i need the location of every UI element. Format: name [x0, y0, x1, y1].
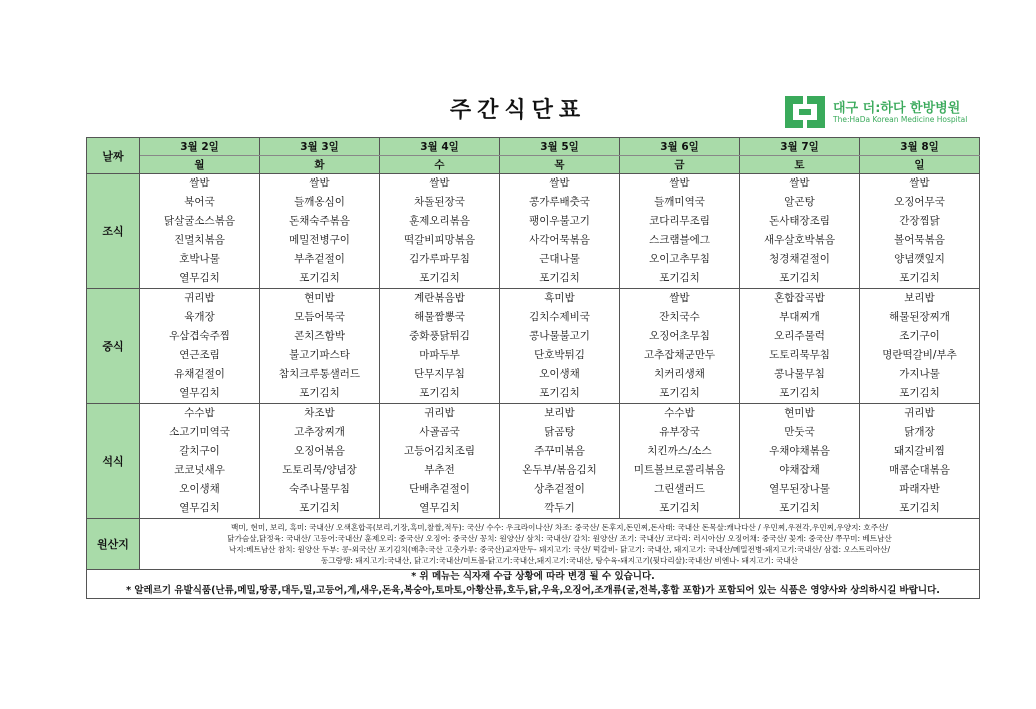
menu-item: 오징어볶음: [294, 445, 345, 457]
menu-item: 유채겉절이: [174, 368, 225, 380]
date-header: 3월 6일: [620, 138, 740, 156]
menu-item: 사각어묵볶음: [529, 234, 590, 246]
menu-item: 볼어묵볶음: [894, 234, 945, 246]
menu-item: 오이생채: [539, 368, 580, 380]
menu-item: 조기구이: [899, 330, 940, 342]
menu-item: 열무김치: [179, 502, 220, 514]
menu-item: 야채잡채: [779, 464, 820, 476]
menu-item: 가지나물: [899, 368, 940, 380]
origin-line: 낙지:베트남산 참치: 원양산 두부: 콩-외국산/ 포기김치(배추:국산 고춧가루: 중국산)교자만두- 돼지고기: 국산/ 떡갈비- 닭고기: 국내산, 돼지고기: 국내산/메밀전병-돼지고기:국내산/ 삼겹: 오스트리아산/: [228, 545, 891, 554]
date-header: 3월 5일: [500, 138, 620, 156]
menu-item: 현미밥: [784, 407, 815, 419]
menu-item: 훈제오리볶음: [409, 215, 470, 227]
date-header: 3월 3일: [260, 138, 380, 156]
menu-item: 육개장: [184, 311, 215, 323]
menu-item: 마파두부: [419, 349, 460, 361]
menu-item: 오징어초무침: [649, 330, 710, 342]
menu-item: 김치수제비국: [529, 311, 590, 323]
menu-item: 포기김치: [299, 387, 340, 399]
menu-item: 귀리밥: [424, 407, 455, 419]
menu-item: 메밀전병구이: [289, 234, 350, 246]
meal-cell: [740, 404, 860, 519]
menu-item: 청경채겉절이: [769, 253, 830, 265]
origin-line: 닭가슴살,닭정육: 국내산/ 고등어:국내산/ 훈제오리: 중국산/ 오징어: 중국산/ 꽁치: 원양산/ 삼치: 국내산/ 갈치: 원양산/ 조기: 국내산/ 코다리: 러시아산/ 오징어채: 중국산/ 꽃게: 중국산/ 쭈꾸미: 베트남산: [227, 534, 892, 543]
menu-item: 보리밥: [544, 407, 575, 419]
meal-cell: [140, 404, 260, 519]
menu-item: 쌀밥: [549, 177, 570, 189]
menu-item: 김가루파무침: [409, 253, 470, 265]
menu-item: 오징어무국: [894, 196, 945, 208]
meal-row: [87, 174, 980, 289]
meal-cell: [500, 404, 620, 519]
menu-item: 닭개장: [904, 426, 935, 438]
menu-item: 포기김치: [779, 502, 820, 514]
menu-item: 포기김치: [419, 272, 460, 284]
menu-item: 열무김치: [179, 272, 220, 284]
menu-item: 단무지무침: [414, 368, 465, 380]
menu-item: 수수밥: [664, 407, 695, 419]
date-header: 3월 4일: [380, 138, 500, 156]
meal-cell: [620, 174, 740, 289]
meal-cell: [260, 289, 380, 404]
weekday-header: 월: [140, 156, 260, 174]
menu-item: 소고기미역국: [169, 426, 230, 438]
date-corner-label: 날짜: [87, 138, 140, 174]
menu-item: 포기김치: [299, 502, 340, 514]
menu-item: 계란볶음밥: [414, 292, 465, 304]
weekday-header: 화: [260, 156, 380, 174]
menu-item: 호박나물: [179, 253, 220, 265]
menu-item: 포기김치: [419, 387, 460, 399]
menu-item: 우삼겹숙주찜: [169, 330, 230, 342]
menu-item: 부대찌개: [779, 311, 820, 323]
page-title: 주간식단표: [449, 98, 587, 123]
meal-cell: [860, 404, 980, 519]
menu-item: 포기김치: [899, 272, 940, 284]
menu-item: 돼지갈비찜: [894, 445, 945, 457]
menu-item: 보리밥: [904, 292, 935, 304]
notes-cell: [87, 570, 980, 599]
meal-row: [87, 404, 980, 519]
meal-cell: [860, 289, 980, 404]
menu-item: 중화풍닭튀김: [409, 330, 470, 342]
menu-item: 포기김치: [539, 387, 580, 399]
menu-item: 떡갈비피망볶음: [403, 234, 475, 246]
menu-item: 포기김치: [539, 272, 580, 284]
meal-cell: [380, 404, 500, 519]
menu-item: 새우살호박볶음: [763, 234, 835, 246]
menu-item: 파래자반: [899, 483, 940, 495]
menu-item: 포기김치: [899, 502, 940, 514]
weekly-menu-table: [86, 137, 980, 599]
meal-label: 중식: [87, 289, 140, 404]
menu-item: 포기김치: [659, 502, 700, 514]
weekday-header-row: [87, 156, 980, 174]
menu-item: 단호박튀김: [534, 349, 585, 361]
menu-item: 주꾸미볶음: [534, 445, 585, 457]
menu-item: 만둣국: [784, 426, 815, 438]
menu-item: 고등어김치조림: [403, 445, 475, 457]
menu-item: 부추전: [424, 464, 455, 476]
menu-item: 도토리묵/양념장: [282, 464, 357, 476]
menu-item: 치커리생채: [654, 368, 705, 380]
meal-cell: [140, 289, 260, 404]
date-header: 3월 8일: [860, 138, 980, 156]
menu-item: 잔치국수: [659, 311, 700, 323]
menu-item: 포기김치: [659, 387, 700, 399]
menu-item: 귀리밥: [184, 292, 215, 304]
menu-item: 고추장찌개: [294, 426, 345, 438]
origin-label: 원산지: [87, 519, 140, 570]
meal-cell: [860, 174, 980, 289]
menu-item: 닭살굴소스볶음: [163, 215, 235, 227]
meal-row: [87, 289, 980, 404]
meal-label: 조식: [87, 174, 140, 289]
menu-item: 부추겉절이: [294, 253, 345, 265]
menu-item: 콩나물불고기: [529, 330, 590, 342]
origin-line: 백미, 현미, 보리, 흑미: 국내산/ 오색혼합곡(보리,기장,흑미,찰쌀,적두): 국산/ 수수: 우크라이나산/ 차조: 중국산/ 돈후지,돈민찌,돈사태: 국내산 돈목살:캐나다산 / 우민찌,우전각,우민찌,우양지: 호주산/: [231, 523, 888, 532]
menu-item: 흑미밥: [544, 292, 575, 304]
menu-item: 포기김치: [779, 387, 820, 399]
menu-item: 미트볼브로콜리볶음: [633, 464, 726, 476]
weekday-header: 토: [740, 156, 860, 174]
logo-name-korean: 대구 더:하다 한방병원: [833, 101, 961, 116]
date-header: 3월 7일: [740, 138, 860, 156]
date-header: 3월 2일: [140, 138, 260, 156]
menu-item: 돈채숙주볶음: [289, 215, 350, 227]
meal-cell: [740, 289, 860, 404]
menu-item: 명란떡갈비/부추: [882, 349, 957, 361]
menu-item: 모듬어묵국: [294, 311, 345, 323]
menu-item: 쌀밥: [189, 177, 210, 189]
menu-item: 깍두기: [544, 502, 575, 514]
menu-item: 닭곰탕: [544, 426, 575, 438]
menu-item: 그린샐러드: [654, 483, 705, 495]
menu-item: 포기김치: [659, 272, 700, 284]
menu-item: 스크램블에그: [649, 234, 710, 246]
menu-item: 도토리묵무침: [769, 349, 830, 361]
menu-item: 연근조림: [179, 349, 220, 361]
menu-item: 코다리무조림: [649, 215, 710, 227]
menu-item: 열무김치: [419, 502, 460, 514]
menu-item: 오리주물럭: [774, 330, 825, 342]
menu-item: 쌀밥: [309, 177, 330, 189]
weekday-header: 금: [620, 156, 740, 174]
logo-mark-icon: [785, 96, 825, 128]
menu-item: 혼합잡곡밥: [774, 292, 825, 304]
menu-item: 온두부/볶음김치: [522, 464, 597, 476]
date-header-row: [87, 138, 980, 156]
menu-item: 근대나물: [539, 253, 580, 265]
weekday-header: 수: [380, 156, 500, 174]
menu-item: 콩가루배춧국: [529, 196, 590, 208]
change-notice: * 위 메뉴는 식자재 수급 상황에 따라 변경 될 수 있습니다.: [411, 571, 655, 582]
menu-item: 열무김치: [179, 387, 220, 399]
menu-item: 오이생채: [179, 483, 220, 495]
menu-item: 갈치구이: [179, 445, 220, 457]
menu-item: 열무된장나물: [769, 483, 830, 495]
menu-item: 수수밥: [184, 407, 215, 419]
meal-cell: [740, 174, 860, 289]
menu-item: 양념깻잎지: [894, 253, 945, 265]
menu-item: 진멸치볶음: [174, 234, 225, 246]
menu-item: 숙주나물무침: [289, 483, 350, 495]
menu-item: 들깨옹심이: [294, 196, 345, 208]
meal-cell: [380, 174, 500, 289]
menu-item: 알곤탕: [784, 196, 815, 208]
menu-item: 북어국: [184, 196, 215, 208]
menu-item: 쌀밥: [789, 177, 810, 189]
allergy-notice: * 알레르기 유발식품(난류,메밀,땅콩,대두,밀,고등어,게,새우,돈육,복숭아,토마토,아황산류,호두,닭,우육,오징어,조개류(굴,전복,홍합 포함)가 포함되어 있는 식품은 영양사와 상의하시길 바랍니다.: [126, 585, 940, 596]
menu-item: 단배추겉절이: [409, 483, 470, 495]
menu-item: 콩나물무침: [774, 368, 825, 380]
origin-line: 동그랑땡: 돼지고기:국내산, 닭고기:국내산/미트볼-닭고기:국내산,돼지고기:국내산, 탕수육-돼지고기(뒷다리살):국내산/ 비엔나- 돼지고기: 국내산: [320, 556, 799, 565]
menu-item: 콘치즈함박: [294, 330, 345, 342]
menu-item: 쌀밥: [669, 292, 690, 304]
menu-item: 차조밥: [304, 407, 335, 419]
menu-item: 오이고추무침: [649, 253, 710, 265]
menu-item: 현미밥: [304, 292, 335, 304]
menu-item: 간장찜닭: [899, 215, 940, 227]
menu-item: 해물된장찌개: [889, 311, 950, 323]
menu-item: 코코넛새우: [174, 464, 225, 476]
meal-label: 석식: [87, 404, 140, 519]
meal-cell: [140, 174, 260, 289]
menu-item: 해물짬뽕국: [414, 311, 465, 323]
meal-cell: [500, 174, 620, 289]
menu-item: 매콤순대볶음: [889, 464, 950, 476]
meal-cell: [620, 404, 740, 519]
menu-item: 들깨미역국: [654, 196, 705, 208]
menu-item: 쌀밥: [429, 177, 450, 189]
meal-cell: [260, 174, 380, 289]
meal-cell: [380, 289, 500, 404]
menu-item: 귀리밥: [904, 407, 935, 419]
menu-item: 돈사태장조림: [769, 215, 830, 227]
menu-item: 참치크루통샐러드: [278, 368, 361, 380]
menu-item: 쌀밥: [909, 177, 930, 189]
menu-item: 쌀밥: [669, 177, 690, 189]
weekday-header: 일: [860, 156, 980, 174]
logo-name-english: The:HaDa Korean Medicine Hospital: [833, 115, 968, 124]
menu-item: 사골곰국: [419, 426, 460, 438]
meal-cell: [500, 289, 620, 404]
menu-item: 유부장국: [659, 426, 700, 438]
menu-item: 팽이우불고기: [529, 215, 590, 227]
menu-item: 우채야채볶음: [769, 445, 830, 457]
menu-item: 치킨까스/소스: [647, 445, 712, 457]
menu-item: 포기김치: [299, 272, 340, 284]
notes-row: [87, 570, 980, 599]
menu-item: 고추잡채군만두: [643, 349, 715, 361]
meal-cell: [260, 404, 380, 519]
weekday-header: 목: [500, 156, 620, 174]
menu-item: 차돌된장국: [414, 196, 465, 208]
origin-info: [140, 519, 980, 570]
origin-row: [87, 519, 980, 570]
menu-item: 포기김치: [779, 272, 820, 284]
meal-cell: [620, 289, 740, 404]
menu-item: 불고기파스타: [289, 349, 350, 361]
menu-item: 상추겉절이: [534, 483, 585, 495]
menu-item: 포기김치: [899, 387, 940, 399]
